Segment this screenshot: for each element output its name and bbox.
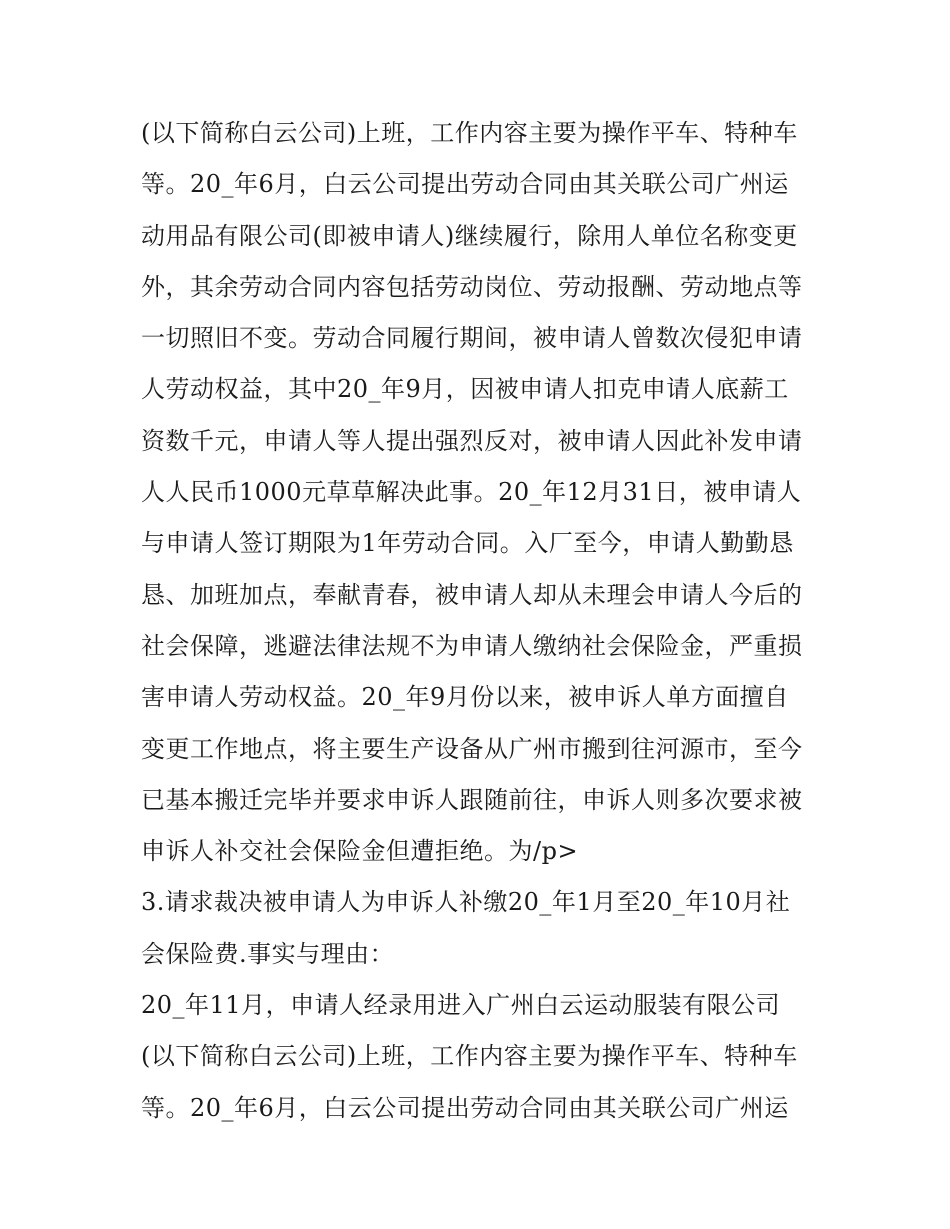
- text-line: 外，其余劳动合同内容包括劳动岗位、劳动报酬、劳动地点等: [141, 272, 803, 301]
- text-line: 恳、加班加点，奉献青春，被申请人却从未理会申请人今后的: [141, 580, 803, 609]
- text-line: 会保险费.事实与理由：: [141, 939, 395, 968]
- text-line: 3.请求裁决被申请人为申诉人补缴20_年1月至20_年10月社: [141, 888, 791, 917]
- text-line: 资数千元，申请人等人提出强烈反对，被申请人因此补发申请: [141, 426, 803, 455]
- text-line: 变更工作地点，将主要生产设备从广州市搬到往河源市，至今: [141, 734, 803, 763]
- text-line: (以下简称白云公司)上班，工作内容主要为操作平车、特种车: [141, 1042, 798, 1071]
- text-line: 等。20_年6月，白云公司提出劳动合同由其关联公司广州运: [141, 170, 789, 199]
- text-line: 人人民币1000元草草解决此事。20_年12月31日，被申请人: [141, 478, 802, 507]
- text-line: 20_年11月，申请人经录用进入广州白云运动服装有限公司: [141, 991, 781, 1020]
- text-line: 人劳动权益，其中20_年9月，因被申请人扣克申请人底薪工: [141, 375, 789, 404]
- text-line: 动用品有限公司(即被申请人)继续履行，除用人单位名称变更: [141, 221, 798, 250]
- text-line: 社会保障，逃避法律法规不为申请人缴纳社会保险金，严重损: [141, 631, 803, 660]
- text-line: 已基本搬迁完毕并要求申诉人跟随前往，申诉人则多次要求被: [141, 785, 803, 814]
- text-line: 害申请人劳动权益。20_年9月份以来，被申诉人单方面擅自: [141, 683, 789, 712]
- text-line: 等。20_年6月，白云公司提出劳动合同由其关联公司广州运: [141, 1093, 789, 1122]
- text-line: 一切照旧不变。劳动合同履行期间，被申请人曾数次侵犯申请: [141, 324, 803, 353]
- text-line: 申诉人补交社会保险金但遭拒绝。为/p>: [141, 837, 579, 866]
- text-line: 与申请人签订期限为1年劳动合同。入厂至今，申请人勤勤恳: [141, 529, 794, 558]
- document-body: [141, 108, 821, 1134]
- text-line: (以下简称白云公司)上班，工作内容主要为操作平车、特种车: [141, 119, 798, 147]
